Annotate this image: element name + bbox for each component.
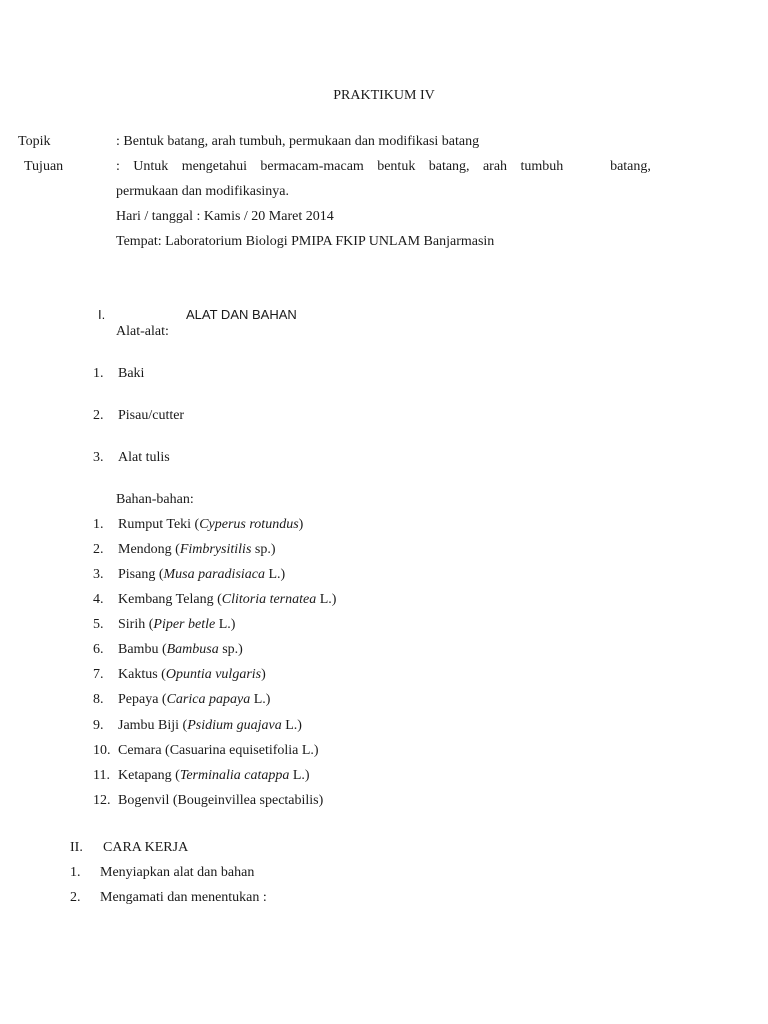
item-text: L.) [316, 592, 337, 607]
list-item [118, 693, 270, 707]
list-number: 10. [93, 743, 111, 758]
list-item [118, 593, 336, 607]
scientific-name: Bambusa [166, 642, 219, 657]
scientific-name: Terminalia catappa [179, 768, 290, 783]
word: arah [482, 159, 508, 174]
list-item: Pisau/cutter [118, 408, 185, 423]
scientific-name: Clitoria ternatea [221, 592, 317, 607]
list-item [118, 744, 319, 758]
scientific-name: Carica papaya [166, 692, 251, 707]
word: Untuk [133, 159, 169, 174]
section1-heading: ALAT DAN BAHAN [186, 307, 297, 322]
scientific-name: Piper betle [153, 617, 216, 632]
item-text: Pisang ( [118, 567, 164, 582]
scientific-name: Fimbrysitilis [179, 542, 252, 557]
list-number: 2. [93, 542, 104, 557]
list-number: 4. [93, 592, 104, 607]
hari-tanggal: Hari / tanggal : Kamis / 20 Maret 2014 [116, 209, 334, 224]
tujuan-line1 [116, 160, 651, 174]
item-text: sp.) [251, 542, 276, 557]
item-text: Ketapang ( [118, 768, 180, 783]
tujuan-label: Tujuan [24, 159, 64, 174]
list-item: Baki [118, 366, 145, 381]
list-number: 8. [93, 692, 104, 707]
list-item [118, 668, 266, 682]
list-item [118, 794, 323, 808]
item-text: Bogenvil (Bougeinvillea spectabilis) [118, 793, 324, 808]
list-item [118, 643, 243, 657]
list-number: 1. [93, 366, 104, 381]
tempat: Tempat: Laboratorium Biologi PMIPA FKIP UNLAM Banjarmasin [116, 234, 495, 249]
scientific-name: Opuntia vulgaris [165, 667, 262, 682]
list-number: 5. [93, 617, 104, 632]
list-number: 3. [93, 450, 104, 465]
item-text: Mendong ( [118, 542, 180, 557]
item-text: L.) [281, 718, 302, 733]
item-text: Cemara (Casuarina equisetifolia L.) [118, 743, 319, 758]
topik-label: Topik [18, 134, 51, 149]
page-title: PRAKTIKUM IV [333, 88, 435, 103]
word: mengetahui [181, 159, 248, 174]
item-text: Kembang Telang ( [118, 592, 222, 607]
word: bermacam-macam [260, 159, 364, 174]
item-text: ) [298, 517, 304, 532]
section2-heading: CARA KERJA [103, 840, 189, 855]
item-text: Bambu ( [118, 642, 167, 657]
item-text: L.) [265, 567, 286, 582]
word: bentuk [377, 159, 416, 174]
list-item: Alat tulis [118, 450, 170, 465]
word-gap [577, 160, 597, 174]
item-text: sp.) [218, 642, 243, 657]
item-text: Rumput Teki ( [118, 517, 200, 532]
item-text: L.) [250, 692, 271, 707]
word: batang, [428, 159, 470, 174]
list-item [118, 568, 285, 582]
tujuan-line2: permukaan dan modifikasinya. [116, 184, 290, 199]
list-item [118, 543, 276, 557]
list-number: 2. [93, 408, 104, 423]
list-number: 11. [93, 768, 110, 783]
item-text: ) [261, 667, 266, 682]
alat-label: Alat-alat: [116, 324, 169, 339]
list-item: Menyiapkan alat dan bahan [100, 865, 255, 880]
section2-number: II. [70, 840, 83, 855]
word: tumbuh [520, 159, 564, 174]
scientific-name: Psidium guajava [187, 718, 282, 733]
list-number: 9. [93, 718, 104, 733]
list-item [118, 769, 310, 783]
scientific-name: Cyperus rotundus [199, 517, 299, 532]
topik-value: : Bentuk batang, arah tumbuh, permukaan dan modifikasi batang [116, 134, 480, 149]
item-text: L.) [215, 617, 236, 632]
section1-number: I. [98, 307, 106, 322]
item-text: Pepaya ( [118, 692, 167, 707]
list-number: 12. [93, 793, 111, 808]
item-text: Sirih ( [118, 617, 154, 632]
item-text: Kaktus ( [118, 667, 166, 682]
item-text: Jambu Biji ( [118, 718, 188, 733]
list-number: 3. [93, 567, 104, 582]
list-item [118, 618, 235, 632]
list-number: 1. [93, 517, 104, 532]
list-number: 1. [70, 865, 81, 880]
list-item [118, 518, 303, 532]
list-number: 7. [93, 667, 104, 682]
list-item: Mengamati dan menentukan : [100, 890, 267, 905]
list-item [118, 719, 302, 733]
list-number: 2. [70, 890, 81, 905]
word: batang, [610, 159, 651, 174]
list-number: 6. [93, 642, 104, 657]
scientific-name: Musa paradisiaca [163, 567, 265, 582]
word: : [116, 159, 120, 174]
bahan-label: Bahan-bahan: [116, 492, 194, 507]
item-text: L.) [289, 768, 310, 783]
